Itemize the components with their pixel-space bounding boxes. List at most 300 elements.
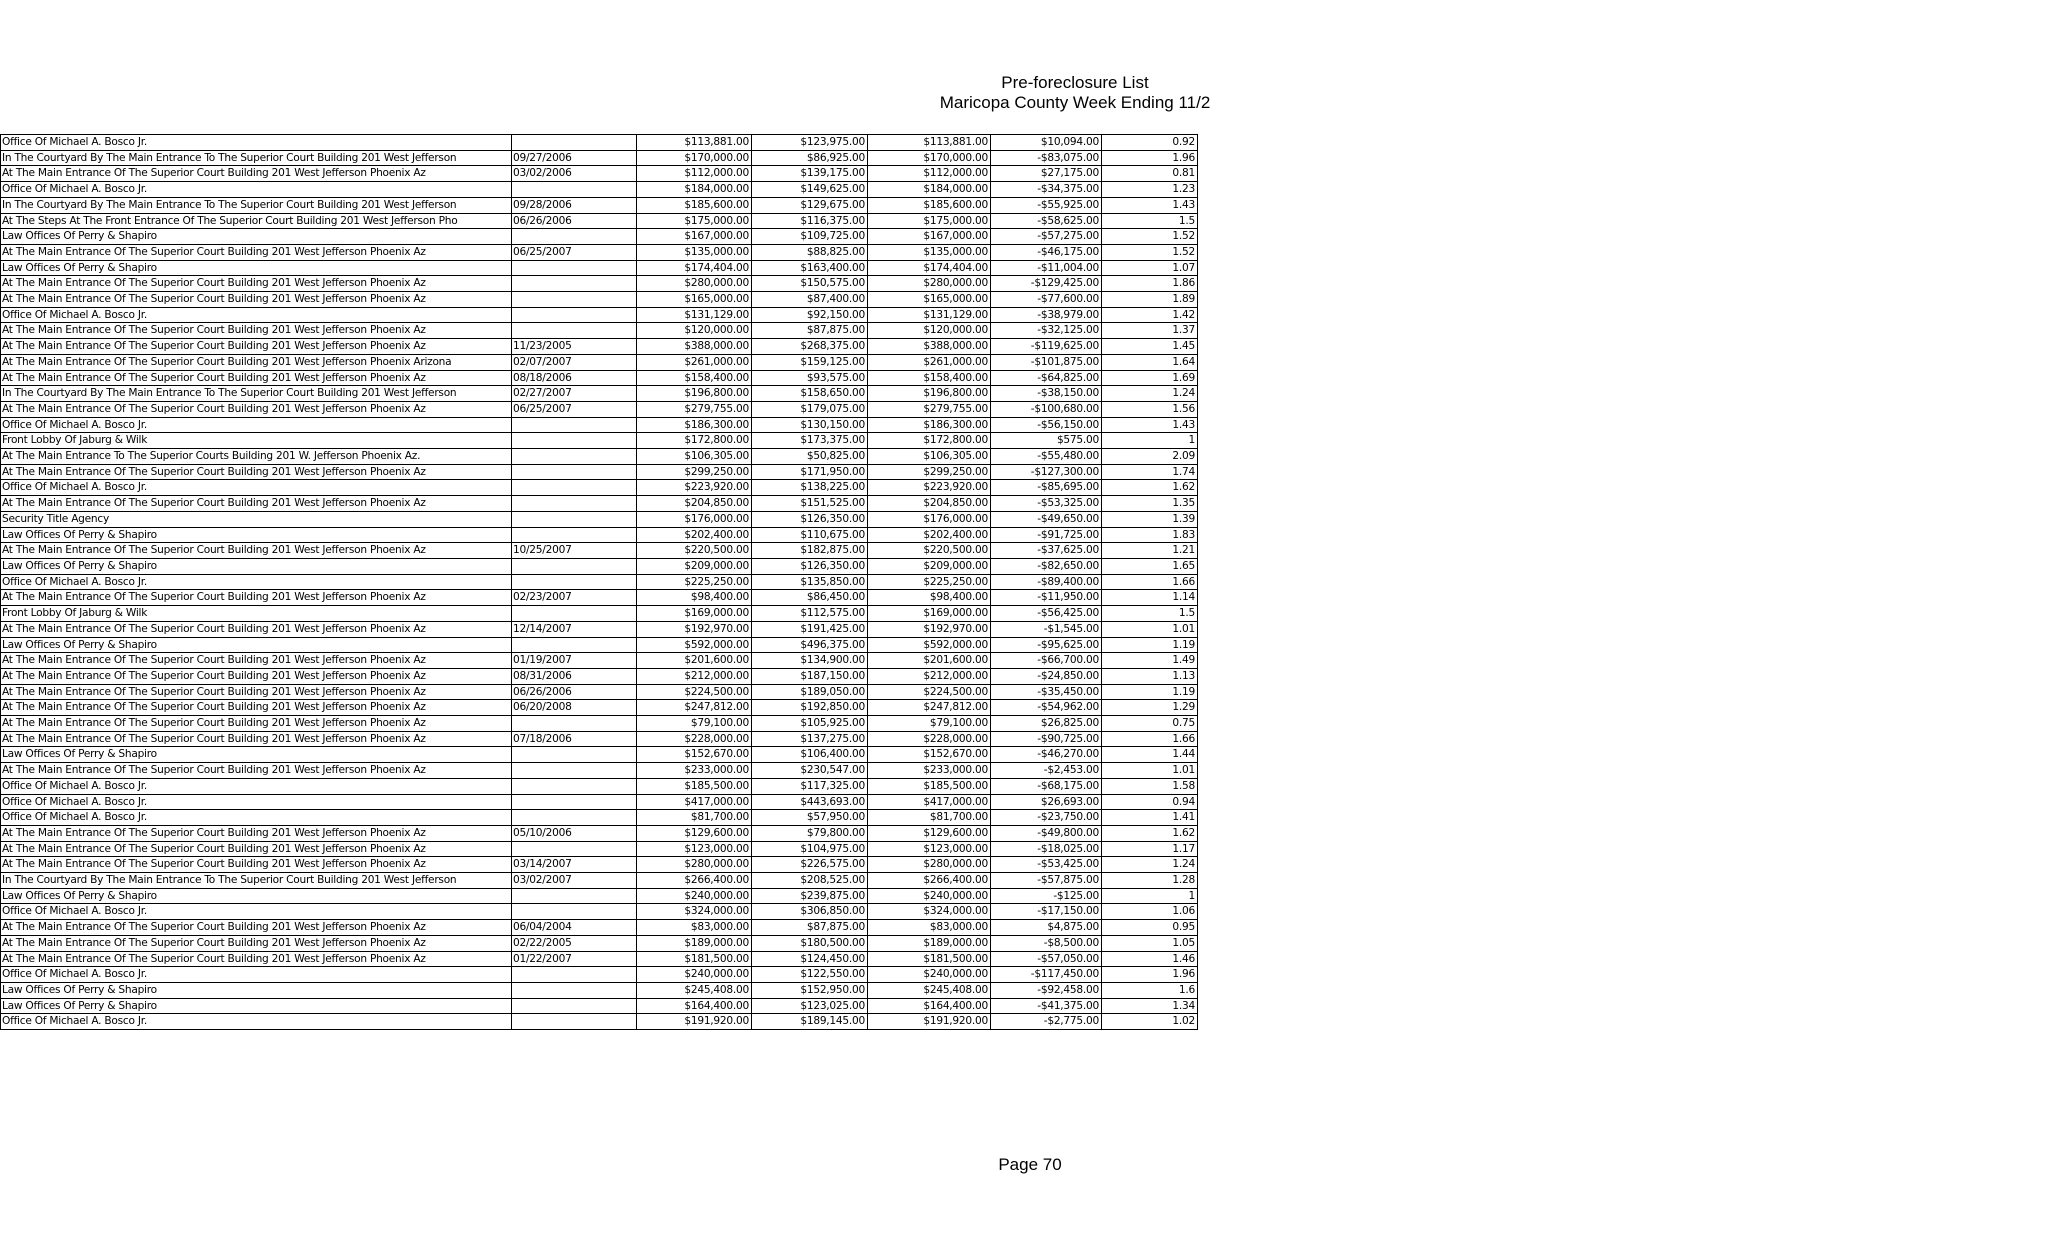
- sale-location-cell: Office Of Michael A. Bosco Jr.: [1, 417, 512, 433]
- ratio-cell: 1.5: [1102, 213, 1198, 229]
- ratio-cell: 1.69: [1102, 370, 1198, 386]
- equity-cell: -$92,458.00: [991, 982, 1102, 998]
- equity-cell: -$11,950.00: [991, 590, 1102, 606]
- assessed-value-cell: $163,400.00: [752, 260, 868, 276]
- recorded-date-cell: [512, 433, 637, 449]
- ratio-cell: 0.94: [1102, 794, 1198, 810]
- original-loan-cell: $81,700.00: [637, 810, 752, 826]
- sale-location-cell: Law Offices Of Perry & Shapiro: [1, 229, 512, 245]
- opening-bid-cell: $212,000.00: [868, 668, 991, 684]
- sale-location-cell: At The Main Entrance Of The Superior Court Building 201 West Jefferson Phoenix Az: [1, 920, 512, 936]
- sale-location-cell: At The Main Entrance Of The Superior Court Building 201 West Jefferson Phoenix Az: [1, 700, 512, 716]
- original-loan-cell: $202,400.00: [637, 527, 752, 543]
- opening-bid-cell: $165,000.00: [868, 292, 991, 308]
- equity-cell: -$46,175.00: [991, 244, 1102, 260]
- equity-cell: -$57,875.00: [991, 873, 1102, 889]
- table-row: [1, 1014, 1198, 1030]
- assessed-value-cell: $129,675.00: [752, 197, 868, 213]
- ratio-cell: 1.96: [1102, 150, 1198, 166]
- sale-location-cell: Office Of Michael A. Bosco Jr.: [1, 967, 512, 983]
- assessed-value-cell: $126,350.00: [752, 511, 868, 527]
- recorded-date-cell: [512, 135, 637, 151]
- table-row: [1, 292, 1198, 308]
- opening-bid-cell: $261,000.00: [868, 354, 991, 370]
- original-loan-cell: $174,404.00: [637, 260, 752, 276]
- recorded-date-cell: 11/23/2005: [512, 339, 637, 355]
- original-loan-cell: $129,600.00: [637, 825, 752, 841]
- table-row: [1, 166, 1198, 182]
- equity-cell: $10,094.00: [991, 135, 1102, 151]
- sale-location-cell: Law Offices Of Perry & Shapiro: [1, 260, 512, 276]
- table-row: [1, 920, 1198, 936]
- equity-cell: -$85,695.00: [991, 480, 1102, 496]
- recorded-date-cell: 09/27/2006: [512, 150, 637, 166]
- ratio-cell: 1.6: [1102, 982, 1198, 998]
- page-subtitle: Maricopa County Week Ending 11/2: [939, 93, 1211, 112]
- equity-cell: -$57,275.00: [991, 229, 1102, 245]
- original-loan-cell: $79,100.00: [637, 716, 752, 732]
- opening-bid-cell: $280,000.00: [868, 857, 991, 873]
- equity-cell: -$46,270.00: [991, 747, 1102, 763]
- assessed-value-cell: $179,075.00: [752, 401, 868, 417]
- opening-bid-cell: $120,000.00: [868, 323, 991, 339]
- sale-location-cell: Office Of Michael A. Bosco Jr.: [1, 307, 512, 323]
- ratio-cell: 1.06: [1102, 904, 1198, 920]
- assessed-value-cell: $189,145.00: [752, 1014, 868, 1030]
- assessed-value-cell: $137,275.00: [752, 731, 868, 747]
- table-row: [1, 543, 1198, 559]
- opening-bid-cell: $174,404.00: [868, 260, 991, 276]
- ratio-cell: 2.09: [1102, 449, 1198, 465]
- original-loan-cell: $185,500.00: [637, 778, 752, 794]
- opening-bid-cell: $164,400.00: [868, 998, 991, 1014]
- table-row: [1, 935, 1198, 951]
- recorded-date-cell: 02/07/2007: [512, 354, 637, 370]
- recorded-date-cell: 03/02/2006: [512, 166, 637, 182]
- sale-location-cell: At The Main Entrance Of The Superior Court Building 201 West Jefferson Phoenix Az: [1, 464, 512, 480]
- ratio-cell: 0.92: [1102, 135, 1198, 151]
- recorded-date-cell: [512, 496, 637, 512]
- ratio-cell: 1.24: [1102, 857, 1198, 873]
- equity-cell: $26,693.00: [991, 794, 1102, 810]
- recorded-date-cell: [512, 888, 637, 904]
- ratio-cell: 1: [1102, 433, 1198, 449]
- sale-location-cell: In The Courtyard By The Main Entrance To The Superior Court Building 201 West Jefferson: [1, 386, 512, 402]
- table-row: [1, 339, 1198, 355]
- opening-bid-cell: $224,500.00: [868, 684, 991, 700]
- table-body: [1, 135, 1198, 1030]
- assessed-value-cell: $87,400.00: [752, 292, 868, 308]
- assessed-value-cell: $105,925.00: [752, 716, 868, 732]
- original-loan-cell: $167,000.00: [637, 229, 752, 245]
- table-row: [1, 527, 1198, 543]
- opening-bid-cell: $106,305.00: [868, 449, 991, 465]
- table-row: [1, 606, 1198, 622]
- original-loan-cell: $592,000.00: [637, 637, 752, 653]
- assessed-value-cell: $180,500.00: [752, 935, 868, 951]
- assessed-value-cell: $182,875.00: [752, 543, 868, 559]
- table-row: [1, 433, 1198, 449]
- sale-location-cell: At The Main Entrance Of The Superior Court Building 201 West Jefferson Phoenix Az: [1, 339, 512, 355]
- sale-location-cell: Office Of Michael A. Bosco Jr.: [1, 135, 512, 151]
- equity-cell: -$49,650.00: [991, 511, 1102, 527]
- ratio-cell: 1.34: [1102, 998, 1198, 1014]
- ratio-cell: 1.39: [1102, 511, 1198, 527]
- original-loan-cell: $209,000.00: [637, 558, 752, 574]
- opening-bid-cell: $186,300.00: [868, 417, 991, 433]
- table-row: [1, 731, 1198, 747]
- original-loan-cell: $185,600.00: [637, 197, 752, 213]
- recorded-date-cell: 06/26/2006: [512, 213, 637, 229]
- original-loan-cell: $223,920.00: [637, 480, 752, 496]
- sale-location-cell: At The Main Entrance To The Superior Courts Building 201 W. Jefferson Phoenix Az.: [1, 449, 512, 465]
- original-loan-cell: $204,850.00: [637, 496, 752, 512]
- recorded-date-cell: [512, 904, 637, 920]
- assessed-value-cell: $87,875.00: [752, 323, 868, 339]
- sale-location-cell: At The Main Entrance Of The Superior Court Building 201 West Jefferson Phoenix Az: [1, 716, 512, 732]
- assessed-value-cell: $126,350.00: [752, 558, 868, 574]
- ratio-cell: 1.86: [1102, 276, 1198, 292]
- ratio-cell: 1.41: [1102, 810, 1198, 826]
- recorded-date-cell: [512, 794, 637, 810]
- equity-cell: -$90,725.00: [991, 731, 1102, 747]
- recorded-date-cell: [512, 747, 637, 763]
- original-loan-cell: $212,000.00: [637, 668, 752, 684]
- ratio-cell: 1.64: [1102, 354, 1198, 370]
- ratio-cell: 1.21: [1102, 543, 1198, 559]
- table-row: [1, 841, 1198, 857]
- equity-cell: -$2,453.00: [991, 763, 1102, 779]
- opening-bid-cell: $129,600.00: [868, 825, 991, 841]
- recorded-date-cell: 01/22/2007: [512, 951, 637, 967]
- table-row: [1, 888, 1198, 904]
- recorded-date-cell: 06/26/2006: [512, 684, 637, 700]
- ratio-cell: 1.52: [1102, 229, 1198, 245]
- opening-bid-cell: $233,000.00: [868, 763, 991, 779]
- sale-location-cell: Front Lobby Of Jaburg & Wilk: [1, 606, 512, 622]
- sale-location-cell: At The Main Entrance Of The Superior Court Building 201 West Jefferson Phoenix Az: [1, 857, 512, 873]
- opening-bid-cell: $81,700.00: [868, 810, 991, 826]
- assessed-value-cell: $139,175.00: [752, 166, 868, 182]
- equity-cell: -$38,150.00: [991, 386, 1102, 402]
- opening-bid-cell: $191,920.00: [868, 1014, 991, 1030]
- ratio-cell: 1.24: [1102, 386, 1198, 402]
- equity-cell: -$101,875.00: [991, 354, 1102, 370]
- recorded-date-cell: [512, 182, 637, 198]
- equity-cell: $26,825.00: [991, 716, 1102, 732]
- assessed-value-cell: $150,575.00: [752, 276, 868, 292]
- equity-cell: -$56,150.00: [991, 417, 1102, 433]
- opening-bid-cell: $167,000.00: [868, 229, 991, 245]
- ratio-cell: 1.17: [1102, 841, 1198, 857]
- opening-bid-cell: $169,000.00: [868, 606, 991, 622]
- equity-cell: -$127,300.00: [991, 464, 1102, 480]
- opening-bid-cell: $202,400.00: [868, 527, 991, 543]
- equity-cell: -$57,050.00: [991, 951, 1102, 967]
- opening-bid-cell: $131,129.00: [868, 307, 991, 323]
- ratio-cell: 1.28: [1102, 873, 1198, 889]
- original-loan-cell: $299,250.00: [637, 464, 752, 480]
- sale-location-cell: At The Main Entrance Of The Superior Court Building 201 West Jefferson Phoenix Az: [1, 244, 512, 260]
- equity-cell: -$2,775.00: [991, 1014, 1102, 1030]
- sale-location-cell: At The Main Entrance Of The Superior Court Building 201 West Jefferson Phoenix Az: [1, 370, 512, 386]
- sale-location-cell: At The Main Entrance Of The Superior Court Building 201 West Jefferson Phoenix Az: [1, 668, 512, 684]
- equity-cell: -$95,625.00: [991, 637, 1102, 653]
- opening-bid-cell: $204,850.00: [868, 496, 991, 512]
- assessed-value-cell: $106,400.00: [752, 747, 868, 763]
- recorded-date-cell: 08/31/2006: [512, 668, 637, 684]
- original-loan-cell: $152,670.00: [637, 747, 752, 763]
- recorded-date-cell: 06/20/2008: [512, 700, 637, 716]
- recorded-date-cell: 06/25/2007: [512, 401, 637, 417]
- recorded-date-cell: [512, 276, 637, 292]
- original-loan-cell: $247,812.00: [637, 700, 752, 716]
- sale-location-cell: Office Of Michael A. Bosco Jr.: [1, 480, 512, 496]
- ratio-cell: 1.56: [1102, 401, 1198, 417]
- page-header: [885, 73, 1265, 113]
- table-row: [1, 653, 1198, 669]
- ratio-cell: 1.49: [1102, 653, 1198, 669]
- opening-bid-cell: $417,000.00: [868, 794, 991, 810]
- sale-location-cell: Law Offices Of Perry & Shapiro: [1, 558, 512, 574]
- recorded-date-cell: 10/25/2007: [512, 543, 637, 559]
- equity-cell: -$38,979.00: [991, 307, 1102, 323]
- table-row: [1, 825, 1198, 841]
- equity-cell: -$34,375.00: [991, 182, 1102, 198]
- ratio-cell: 1.43: [1102, 197, 1198, 213]
- assessed-value-cell: $173,375.00: [752, 433, 868, 449]
- table-row: [1, 229, 1198, 245]
- original-loan-cell: $135,000.00: [637, 244, 752, 260]
- assessed-value-cell: $192,850.00: [752, 700, 868, 716]
- table-row: [1, 244, 1198, 260]
- sale-location-cell: At The Main Entrance Of The Superior Court Building 201 West Jefferson Phoenix Az: [1, 590, 512, 606]
- opening-bid-cell: $223,920.00: [868, 480, 991, 496]
- original-loan-cell: $113,881.00: [637, 135, 752, 151]
- equity-cell: $4,875.00: [991, 920, 1102, 936]
- assessed-value-cell: $109,725.00: [752, 229, 868, 245]
- original-loan-cell: $169,000.00: [637, 606, 752, 622]
- assessed-value-cell: $57,950.00: [752, 810, 868, 826]
- assessed-value-cell: $187,150.00: [752, 668, 868, 684]
- original-loan-cell: $261,000.00: [637, 354, 752, 370]
- table-row: [1, 276, 1198, 292]
- ratio-cell: 1.35: [1102, 496, 1198, 512]
- original-loan-cell: $196,800.00: [637, 386, 752, 402]
- opening-bid-cell: $176,000.00: [868, 511, 991, 527]
- opening-bid-cell: $192,970.00: [868, 621, 991, 637]
- recorded-date-cell: 02/22/2005: [512, 935, 637, 951]
- sale-location-cell: Law Offices Of Perry & Shapiro: [1, 888, 512, 904]
- recorded-date-cell: [512, 606, 637, 622]
- original-loan-cell: $83,000.00: [637, 920, 752, 936]
- ratio-cell: 1: [1102, 888, 1198, 904]
- opening-bid-cell: $196,800.00: [868, 386, 991, 402]
- opening-bid-cell: $184,000.00: [868, 182, 991, 198]
- opening-bid-cell: $279,755.00: [868, 401, 991, 417]
- assessed-value-cell: $239,875.00: [752, 888, 868, 904]
- page-number: Page 70: [998, 1155, 1062, 1174]
- assessed-value-cell: $123,025.00: [752, 998, 868, 1014]
- ratio-cell: 1.01: [1102, 763, 1198, 779]
- equity-cell: -$83,075.00: [991, 150, 1102, 166]
- original-loan-cell: $165,000.00: [637, 292, 752, 308]
- table-row: [1, 150, 1198, 166]
- table-row: [1, 182, 1198, 198]
- ratio-cell: 1.46: [1102, 951, 1198, 967]
- sale-location-cell: Office Of Michael A. Bosco Jr.: [1, 1014, 512, 1030]
- sale-location-cell: Office Of Michael A. Bosco Jr.: [1, 904, 512, 920]
- assessed-value-cell: $88,825.00: [752, 244, 868, 260]
- original-loan-cell: $225,250.00: [637, 574, 752, 590]
- recorded-date-cell: 06/25/2007: [512, 244, 637, 260]
- assessed-value-cell: $135,850.00: [752, 574, 868, 590]
- recorded-date-cell: [512, 637, 637, 653]
- table-row: [1, 873, 1198, 889]
- table-row: [1, 810, 1198, 826]
- opening-bid-cell: $181,500.00: [868, 951, 991, 967]
- table-row: [1, 260, 1198, 276]
- equity-cell: -$53,425.00: [991, 857, 1102, 873]
- opening-bid-cell: $135,000.00: [868, 244, 991, 260]
- equity-cell: -$66,700.00: [991, 653, 1102, 669]
- ratio-cell: 1.19: [1102, 684, 1198, 700]
- table-row: [1, 417, 1198, 433]
- opening-bid-cell: $98,400.00: [868, 590, 991, 606]
- ratio-cell: 1.62: [1102, 825, 1198, 841]
- sale-location-cell: Law Offices Of Perry & Shapiro: [1, 527, 512, 543]
- table-row: [1, 998, 1198, 1014]
- recorded-date-cell: [512, 417, 637, 433]
- ratio-cell: 1.65: [1102, 558, 1198, 574]
- recorded-date-cell: 07/18/2006: [512, 731, 637, 747]
- opening-bid-cell: $112,000.00: [868, 166, 991, 182]
- equity-cell: -$68,175.00: [991, 778, 1102, 794]
- ratio-cell: 1.13: [1102, 668, 1198, 684]
- ratio-cell: 1.74: [1102, 464, 1198, 480]
- assessed-value-cell: $130,150.00: [752, 417, 868, 433]
- equity-cell: -$11,004.00: [991, 260, 1102, 276]
- opening-bid-cell: $299,250.00: [868, 464, 991, 480]
- equity-cell: -$8,500.00: [991, 935, 1102, 951]
- sale-location-cell: At The Main Entrance Of The Superior Court Building 201 West Jefferson Phoenix Az: [1, 841, 512, 857]
- original-loan-cell: $279,755.00: [637, 401, 752, 417]
- assessed-value-cell: $191,425.00: [752, 621, 868, 637]
- sale-location-cell: At The Main Entrance Of The Superior Court Building 201 West Jefferson Phoenix Az: [1, 825, 512, 841]
- recorded-date-cell: [512, 260, 637, 276]
- assessed-value-cell: $208,525.00: [752, 873, 868, 889]
- opening-bid-cell: $240,000.00: [868, 967, 991, 983]
- recorded-date-cell: [512, 229, 637, 245]
- original-loan-cell: $280,000.00: [637, 857, 752, 873]
- sale-location-cell: At The Main Entrance Of The Superior Court Building 201 West Jefferson Phoenix Az: [1, 684, 512, 700]
- equity-cell: -$54,962.00: [991, 700, 1102, 716]
- recorded-date-cell: [512, 716, 637, 732]
- opening-bid-cell: $172,800.00: [868, 433, 991, 449]
- recorded-date-cell: [512, 558, 637, 574]
- original-loan-cell: $388,000.00: [637, 339, 752, 355]
- sale-location-cell: Law Offices Of Perry & Shapiro: [1, 982, 512, 998]
- assessed-value-cell: $117,325.00: [752, 778, 868, 794]
- assessed-value-cell: $50,825.00: [752, 449, 868, 465]
- opening-bid-cell: $158,400.00: [868, 370, 991, 386]
- table-row: [1, 197, 1198, 213]
- ratio-cell: 1.42: [1102, 307, 1198, 323]
- sale-location-cell: At The Main Entrance Of The Superior Court Building 201 West Jefferson Phoenix Az: [1, 935, 512, 951]
- original-loan-cell: $240,000.00: [637, 967, 752, 983]
- table-row: [1, 370, 1198, 386]
- table-row: [1, 621, 1198, 637]
- ratio-cell: 0.75: [1102, 716, 1198, 732]
- recorded-date-cell: [512, 1014, 637, 1030]
- sale-location-cell: At The Main Entrance Of The Superior Court Building 201 West Jefferson Phoenix Az: [1, 621, 512, 637]
- recorded-date-cell: [512, 292, 637, 308]
- sale-location-cell: Office Of Michael A. Bosco Jr.: [1, 574, 512, 590]
- recorded-date-cell: [512, 778, 637, 794]
- original-loan-cell: $164,400.00: [637, 998, 752, 1014]
- recorded-date-cell: [512, 480, 637, 496]
- original-loan-cell: $106,305.00: [637, 449, 752, 465]
- ratio-cell: 1.5: [1102, 606, 1198, 622]
- ratio-cell: 1.43: [1102, 417, 1198, 433]
- assessed-value-cell: $87,875.00: [752, 920, 868, 936]
- opening-bid-cell: $170,000.00: [868, 150, 991, 166]
- sale-location-cell: At The Main Entrance Of The Superior Court Building 201 West Jefferson Phoenix Az: [1, 731, 512, 747]
- table-row: [1, 857, 1198, 873]
- ratio-cell: 1.96: [1102, 967, 1198, 983]
- ratio-cell: 1.44: [1102, 747, 1198, 763]
- sale-location-cell: In The Courtyard By The Main Entrance To The Superior Court Building 201 West Jefferson: [1, 197, 512, 213]
- recorded-date-cell: [512, 810, 637, 826]
- original-loan-cell: $123,000.00: [637, 841, 752, 857]
- ratio-cell: 1.19: [1102, 637, 1198, 653]
- sale-location-cell: At The Main Entrance Of The Superior Court Building 201 West Jefferson Phoenix Az: [1, 276, 512, 292]
- equity-cell: -$53,325.00: [991, 496, 1102, 512]
- table-row: [1, 558, 1198, 574]
- equity-cell: -$82,650.00: [991, 558, 1102, 574]
- equity-cell: -$125.00: [991, 888, 1102, 904]
- assessed-value-cell: $189,050.00: [752, 684, 868, 700]
- recorded-date-cell: 08/18/2006: [512, 370, 637, 386]
- ratio-cell: 1.58: [1102, 778, 1198, 794]
- equity-cell: -$119,625.00: [991, 339, 1102, 355]
- opening-bid-cell: $201,600.00: [868, 653, 991, 669]
- original-loan-cell: $172,800.00: [637, 433, 752, 449]
- table-row: [1, 496, 1198, 512]
- recorded-date-cell: 01/19/2007: [512, 653, 637, 669]
- equity-cell: -$35,450.00: [991, 684, 1102, 700]
- opening-bid-cell: $228,000.00: [868, 731, 991, 747]
- recorded-date-cell: [512, 511, 637, 527]
- original-loan-cell: $176,000.00: [637, 511, 752, 527]
- equity-cell: -$64,825.00: [991, 370, 1102, 386]
- original-loan-cell: $192,970.00: [637, 621, 752, 637]
- original-loan-cell: $98,400.00: [637, 590, 752, 606]
- sale-location-cell: At The Main Entrance Of The Superior Court Building 201 West Jefferson Phoenix Az: [1, 951, 512, 967]
- opening-bid-cell: $189,000.00: [868, 935, 991, 951]
- recorded-date-cell: [512, 323, 637, 339]
- original-loan-cell: $181,500.00: [637, 951, 752, 967]
- assessed-value-cell: $159,125.00: [752, 354, 868, 370]
- table-row: [1, 700, 1198, 716]
- recorded-date-cell: [512, 763, 637, 779]
- sale-location-cell: At The Main Entrance Of The Superior Court Building 201 West Jefferson Phoenix Arizona: [1, 354, 512, 370]
- table-row: [1, 716, 1198, 732]
- sale-location-cell: Front Lobby Of Jaburg & Wilk: [1, 433, 512, 449]
- ratio-cell: 1.01: [1102, 621, 1198, 637]
- original-loan-cell: $280,000.00: [637, 276, 752, 292]
- ratio-cell: 1.45: [1102, 339, 1198, 355]
